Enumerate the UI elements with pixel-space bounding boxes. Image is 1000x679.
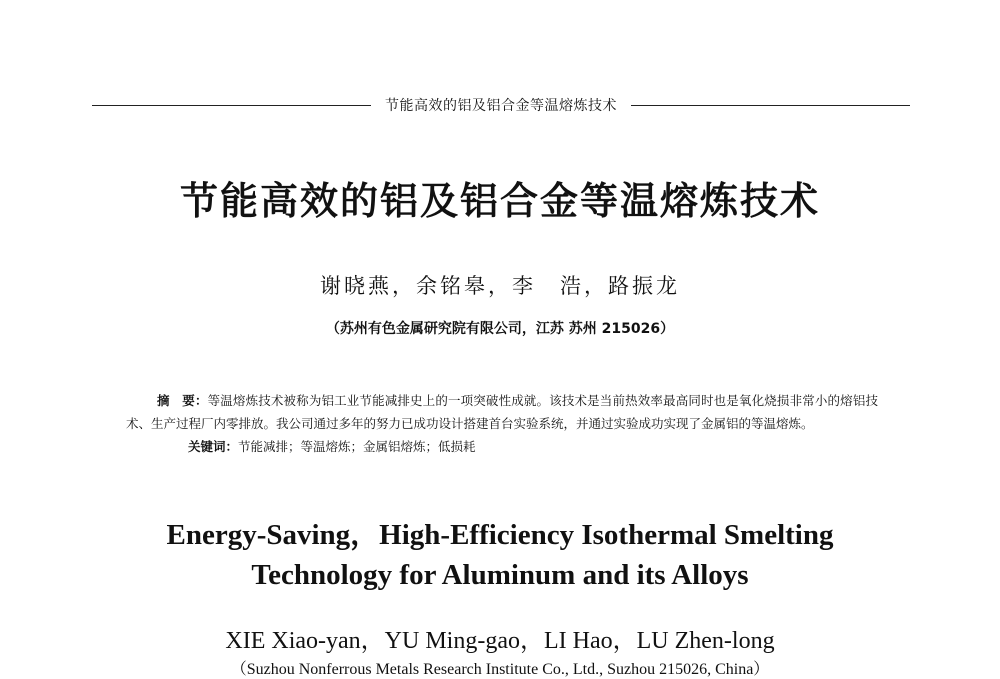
running-header-text: 节能高效的铝及铝合金等温熔炼技术 [385, 98, 617, 114]
header-rule-right [631, 105, 910, 106]
paper-title-en-line2: Technology for Aluminum and its Alloys [251, 559, 749, 591]
keywords-text: 节能减排；等温熔炼；金属铝熔炼；低损耗 [238, 439, 476, 454]
authors-en: XIE Xiao-yan，YU Ming-gao，LI Hao，LU Zhen-long [225, 628, 775, 654]
running-header [92, 94, 910, 116]
paper-title-cn: 节能高效的铝及铝合金等温熔炼技术 [179, 178, 820, 223]
abstract-label: 摘 要： [157, 393, 208, 408]
paper-title-en-line1: Energy-Saving，High-Efficiency Isothermal Smelting [166, 519, 834, 551]
abstract-paragraph [126, 389, 878, 435]
affiliation-cn: （苏州有色金属研究院有限公司，江苏 苏州 215026） [325, 321, 675, 337]
affiliation-en: （Suzhou Nonferrous Metals Research Institute Co., Ltd., Suzhou 215026, China） [230, 661, 770, 678]
keywords-label: 关键词： [188, 439, 239, 454]
paper-title-en [0, 515, 1000, 595]
authors-cn: 谢晓燕，余铭皋，李 浩，路振龙 [320, 274, 680, 298]
header-rule-left [92, 105, 371, 106]
abstract-block [126, 389, 878, 458]
abstract-text: 等温熔炼技术被称为铝工业节能减排史上的一项突破性成就。该技术是当前热效率最高同时也是氧化烧损非常小的熔铝技术、生产过程厂内零排放。我公司通过多年的努力已成功设计搭建首台实验系统，并通过实验成功实现了金属铝的等温熔炼。 [126, 393, 878, 431]
keywords-line [126, 435, 878, 458]
